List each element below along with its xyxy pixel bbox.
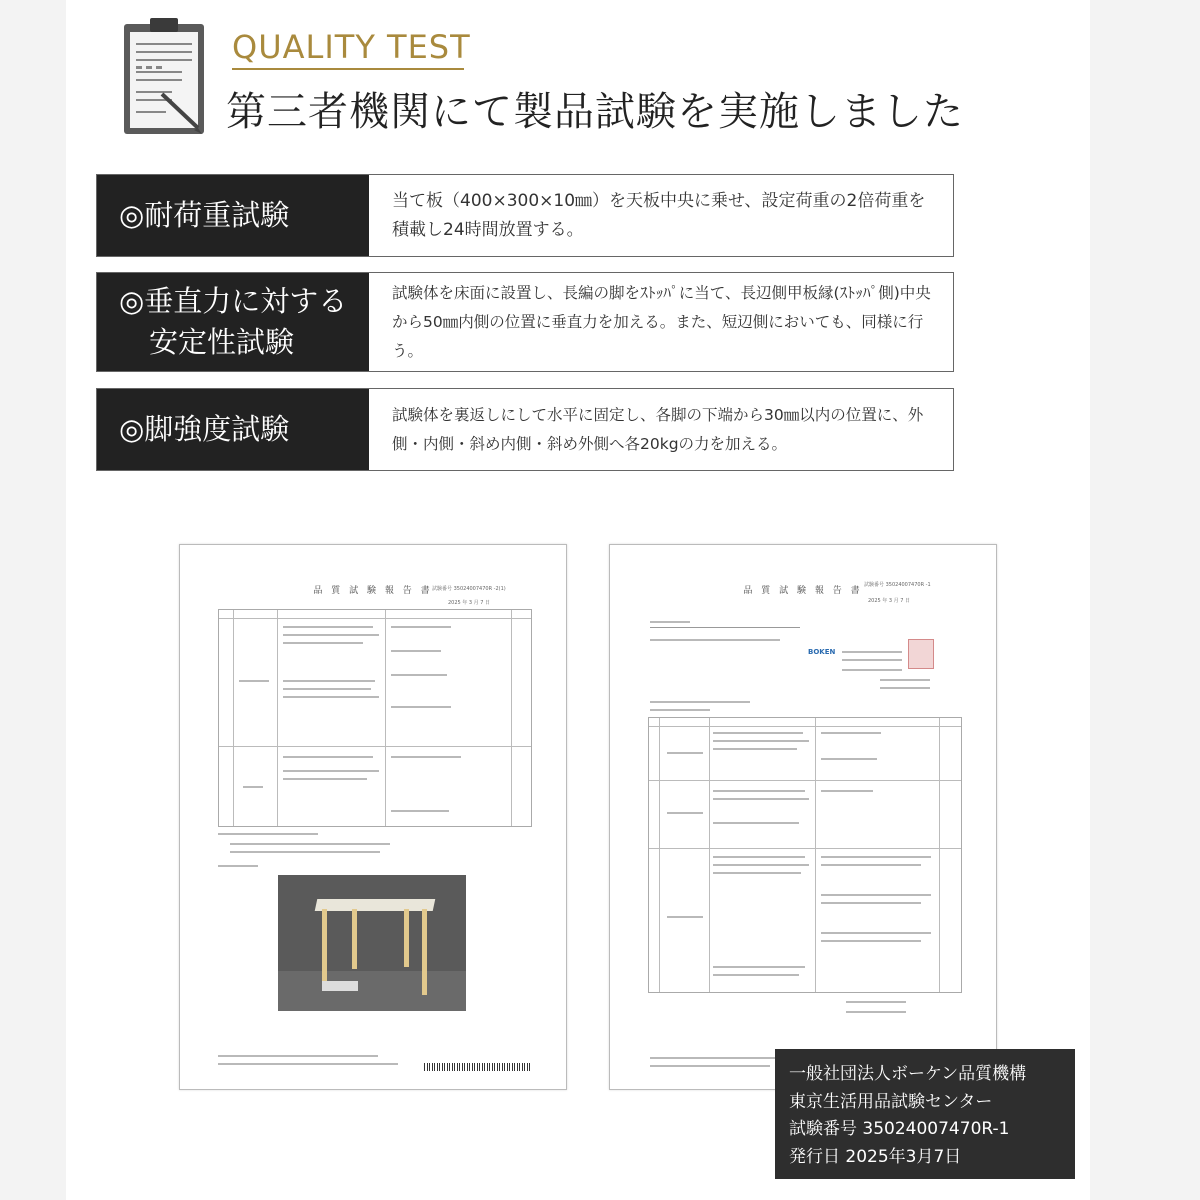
testing-agency-info-box xyxy=(775,1049,1075,1179)
report-title: 品 質 試 験 報 告 書 xyxy=(313,586,433,596)
report-document-left xyxy=(179,544,567,1090)
report-date: 2025 年 3 月 7 日 xyxy=(868,598,911,604)
agency-center: 東京生活用品試験センター xyxy=(789,1091,993,1112)
test-label xyxy=(97,273,369,371)
test-description: 当て板（400×300×10㎜）を天板中央に乗せ、設定荷重の2倍荷重を積載し24時間放置する。 xyxy=(392,190,926,240)
test-label-text: ◎脚強度試験 xyxy=(119,412,290,446)
barcode xyxy=(424,1063,530,1071)
test-row-load xyxy=(96,174,954,257)
test-label-text: ◎垂直力に対する xyxy=(119,284,348,318)
report-table xyxy=(218,609,532,827)
clipboard-icon xyxy=(122,16,208,136)
report-table xyxy=(648,717,962,993)
page-title: 第三者機関にて製品試験を実施しました xyxy=(226,89,964,135)
issue-date: 発行日 2025年3月7日 xyxy=(789,1146,962,1167)
test-number: 試験番号 35024007470R-1 xyxy=(789,1119,1010,1139)
report-number: 試験番号 35024007470R -1 xyxy=(864,582,931,588)
test-row-vertical-force xyxy=(96,272,954,372)
section-kicker: QUALITY TEST xyxy=(232,28,471,66)
test-label-text-line2: 安定性試験 xyxy=(149,325,295,359)
report-title: 品 質 試 験 報 告 書 xyxy=(743,586,863,596)
kicker-underline xyxy=(232,68,464,70)
test-row-leg-strength xyxy=(96,388,954,471)
test-label xyxy=(97,175,369,256)
table-product-photo xyxy=(278,875,466,1011)
agency-name: 一般社団法人ボーケン品質機構 xyxy=(789,1064,1027,1084)
report-date: 2025 年 3 月 7 日 xyxy=(448,600,491,606)
report-number: 試験番号 35024007470R -2(1) xyxy=(432,586,506,592)
test-description: 試験体を裏返しにして水平に固定し、各脚の下端から30㎜以内の位置に、外側・内側・斜め内側・斜め外側へ各20kgの力を加える。 xyxy=(392,405,924,453)
test-label xyxy=(97,389,369,470)
test-description: 試験体を床面に設置し、長編の脚をｽﾄｯﾊﾟに当て、長辺側甲板縁(ｽﾄｯﾊﾟ側)中央から50㎜内側の位置に垂直力を加える。また、短辺側においても、同様に行う。 xyxy=(392,283,931,360)
boken-logo: BOKEN xyxy=(808,648,836,656)
report-document-right xyxy=(609,544,997,1090)
official-seal xyxy=(908,639,934,669)
test-label-text: ◎耐荷重試験 xyxy=(119,198,290,232)
